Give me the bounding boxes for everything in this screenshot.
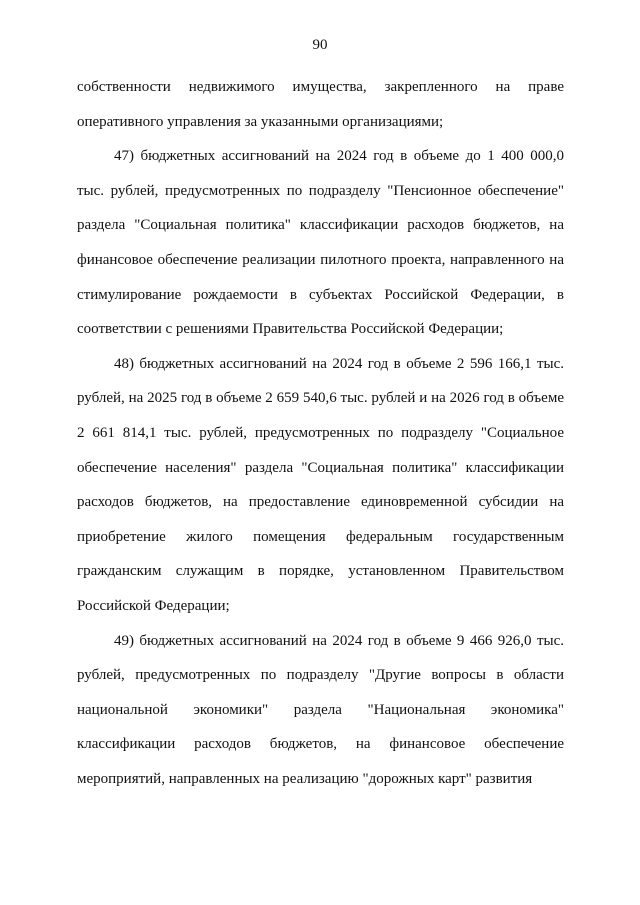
paragraph-continuation: собственности недвижимого имущества, закрепленного на праве оперативного управления за указанными организациями; <box>77 79 564 130</box>
paragraph-item-48: 48) бюджетных ассигнований на 2024 год в объеме 2 596 166,1 тыс. рублей, на 2025 год в объеме 2 659 540,6 тыс. рублей и на 2026 год в объеме 2 661 814,1 тыс. рублей, предусмотренных по подразделу "Социальное обеспечение населения" раздела "Социальная политика" классификации расходов бюджетов, на предоставление единовременной субсидии на приобретение жилого помещения федеральным государственным гражданским служащим в порядке, установленном Правительством Российской Федерации; <box>77 355 564 614</box>
page-number: 90 <box>312 37 328 53</box>
document-body <box>77 70 564 796</box>
paragraph-item-47: 47) бюджетных ассигнований на 2024 год в объеме до 1 400 000,0 тыс. рублей, предусмотренных по подразделу "Пенсионное обеспечение" раздела "Социальная политика" классификации расходов бюджетов, на финансовое обеспечение реализации пилотного проекта, направленного на стимулирование рождаемости в субъектах Российской Федерации, в соответствии с решениями Правительства Российской Федерации; <box>77 148 564 338</box>
paragraph-item-49: 49) бюджетных ассигнований на 2024 год в объеме 9 466 926,0 тыс. рублей, предусмотренных по подразделу "Другие вопросы в области национальной экономики" раздела "Национальная экономика" классификации расходов бюджетов, на финансовое обеспечение мероприятий, направленных на реализацию "дорожных карт" развития <box>77 632 564 787</box>
